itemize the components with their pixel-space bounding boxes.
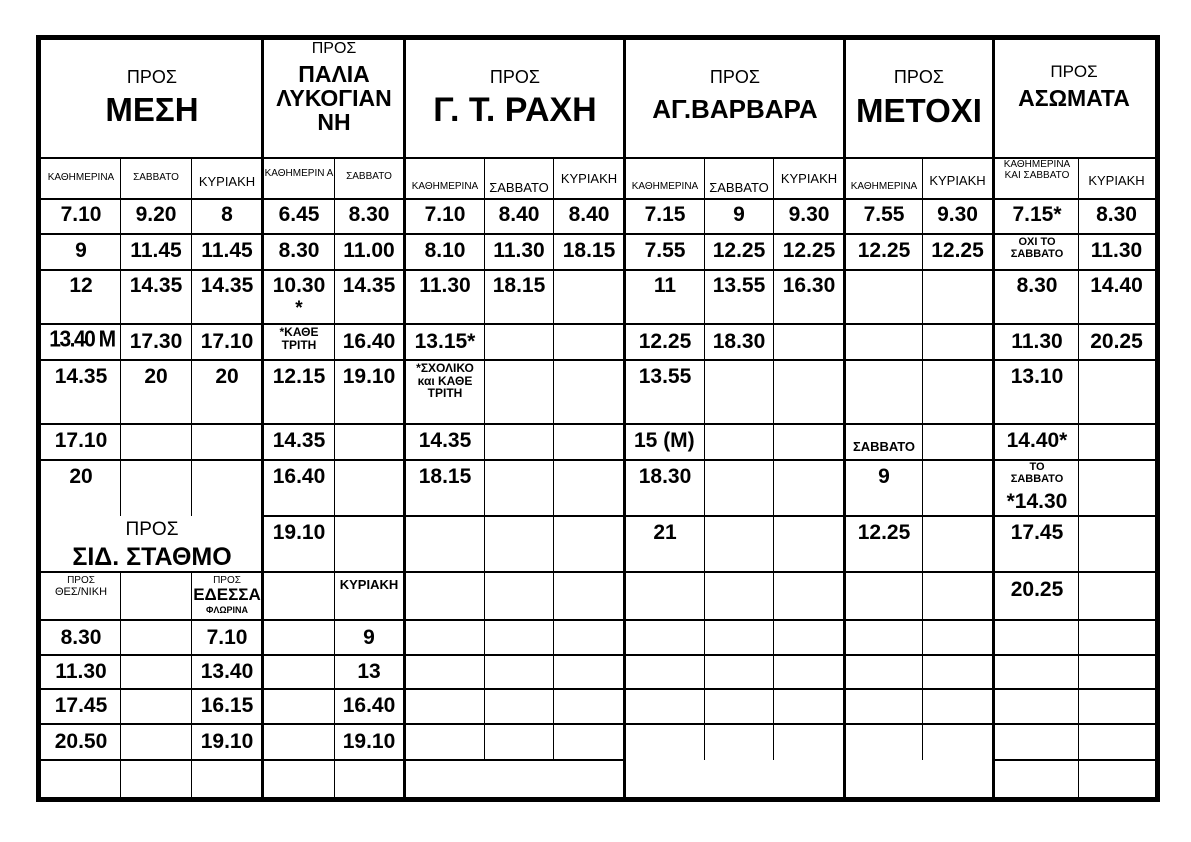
asomata-weekday-time: 17.45 [1010,521,1064,544]
raxi-saturday-header: ΣΑΒΒΑΤΟ [489,180,549,195]
stathmo-destination: ΣΙΔ. ΣΤΑΘΜΟ [72,543,232,571]
stathmo-edessa-time: 13.40 [200,660,254,683]
varvara-weekday-time: 18.30 [638,465,692,488]
palia-weekday-header: ΚΑΘΗΜΕΡΙΝ Α [264,168,334,179]
mesi-pros-label: ΠΡΟΣ [126,67,178,87]
mesi-saturday-time: 11.45 [130,239,182,262]
stathmo-edessa-time: 7.10 [206,626,248,649]
palia-saturday-time: 8.30 [348,203,390,226]
metoxi-weekday-time: 7.55 [863,203,905,226]
stathmo-florina-destination: ΦΛΩΡΙΝΑ [205,605,249,615]
palia-weekday-time: 19.10 [272,521,326,544]
palia-sunday-time: 19.10 [342,730,396,753]
metoxi-saturday-time: 9 [878,465,890,488]
grid-line [38,198,1157,200]
grid-line [992,37,995,799]
varvara-weekday-header: ΚΑΘΗΜΕΡΙΝΑ [631,181,699,192]
stathmo-thes-destination: ΘΕΣ/ΝΙΚΗ [54,586,108,598]
palia-sunday-time: 13 [357,660,381,683]
palia-weekday-time: 12.15 [272,365,326,388]
grid-line [261,37,264,799]
asomata-weekday-time: 14.40* [1006,429,1068,452]
grid-line [38,423,1157,425]
mesi-saturday-time: 14.35 [129,274,183,297]
grid-line [38,723,1157,725]
varvara-weekday-time: 15 (Μ) [634,429,695,452]
grid-line [38,359,1157,361]
stathmo-edessa-time: 19.10 [200,730,254,753]
grid-line [623,37,626,799]
mesi-weekday-header: ΚΑΘΗΜΕΡΙΝΑ [47,172,115,183]
palia-saturday-time: 11.00 [343,239,395,262]
grid-line [1155,35,1160,801]
varvara-sunday-time: 9.30 [788,203,830,226]
stathmo-pros-label: ΠΡΟΣ [125,519,179,540]
metoxi-saturday-time: 12.25 [857,521,911,544]
mesi-weekday-time: 13.40 Μ [49,326,115,353]
palia-weekday-time: 16.40 [272,465,326,488]
raxi-destination: Γ. Τ. ΡΑΧΗ [433,91,597,129]
varvara-pros-label: ΠΡΟΣ [709,67,761,87]
grid-line [843,37,846,799]
raxi-saturday-time: 11.30 [493,239,545,262]
grid-line [38,654,1157,656]
grid-line [38,619,1157,621]
palia-sunday-time: 16.40 [342,694,396,717]
mesi-weekday-time: 17.10 [54,429,108,452]
mesi-sunday-time: 14.35 [200,274,254,297]
raxi-saturday-time: 8.40 [498,203,540,226]
raxi-weekday-time: 14.35 [418,429,472,452]
metoxi-weekday-time: 12.25 [857,239,911,262]
metoxi-sunday-header: ΚΥΡΙΑΚΗ [929,173,986,188]
asomata-weekday-note: ΟΧΙ ΤΟ ΣΑΒΒΑΤΟ [1010,236,1064,260]
grid-line [38,323,1157,325]
grid-line [403,37,406,799]
stathmo-thes-time: 17.45 [54,694,108,717]
metoxi-saturday-header: ΣΑΒΒΑΤΟ [852,439,916,454]
mesi-sunday-time: 11.45 [201,239,253,262]
mesi-weekday-time: 9 [75,239,87,262]
palia-sunday-time: 9 [363,626,375,649]
grid-line [38,688,1157,690]
mesi-sunday-time: 8 [221,203,233,226]
asomata-weekday-header: ΚΑΘΗΜΕΡΙΝΑ ΚΑΙ ΣΑΒΒΑΤΟ [1003,159,1071,181]
metoxi-pros-label: ΠΡΟΣ [893,67,945,87]
palia-saturday-header: ΣΑΒΒΑΤΟ [346,171,392,182]
varvara-weekday-time: 13.55 [638,365,692,388]
asomata-sunday-time: 11.30 [1090,239,1143,262]
asomata-sunday-time: 8.30 [1096,203,1137,226]
asomata-weekday-time: *14.30 [1006,490,1068,513]
stathmo-thes-time: 20.50 [54,730,108,753]
palia-saturday-time: 14.35 [342,274,396,297]
raxi-saturday-time: 18.15 [492,274,546,297]
grid-line [38,233,1157,235]
palia-weekday-time: 6.45 [278,203,320,226]
mesi-saturday-time: 20 [144,365,168,388]
mesi-sunday-time: 20 [215,365,239,388]
mesi-weekday-time: 12 [69,274,93,297]
varvara-destination: ΑΓ.ΒΑΡΒΑΡΑ [652,94,818,124]
palia-saturday-time: 19.10 [342,365,396,388]
raxi-weekday-time: 11.30 [419,274,471,297]
asomata-destination: ΑΣΩΜΑΤΑ [1018,85,1130,111]
varvara-sunday-time: 16.30 [782,274,836,297]
raxi-weekday-time: 7.10 [424,203,466,226]
stathmo-edessa-pros-label: ΠΡΟΣ [213,575,241,586]
varvara-weekday-time: 7.15 [644,203,686,226]
raxi-sunday-time: 8.40 [568,203,610,226]
asomata-weekday-time: 8.30 [1016,274,1058,297]
mesi-weekday-time: 20 [69,465,93,488]
varvara-sunday-time: 12.25 [782,239,836,262]
stathmo-thes-pros-label: ΠΡΟΣ [67,575,95,586]
varvara-sunday-header: ΚΥΡΙΑΚΗ [780,171,838,186]
stathmo-thes-time: 8.30 [60,626,102,649]
raxi-sunday-header: ΚΥΡΙΑΚΗ [560,171,618,186]
asomata-weekday-time: 13.10 [1010,365,1064,388]
palia-weekday-note: *ΚΑΘΕ ΤΡΙΤΗ [279,325,319,352]
palia-saturday-time: 16.40 [342,330,396,353]
mesi-sunday-time: 17.10 [200,330,254,353]
raxi-weekday-header: ΚΑΘΗΜΕΡΙΝΑ [411,181,479,192]
mesi-saturday-header: ΣΑΒΒΑΤΟ [133,172,179,183]
varvara-saturday-time: 9 [733,203,745,226]
asomata-weekday-note: ΤΟ ΣΑΒΒΑΤΟ [1010,461,1064,485]
grid-line [262,515,1157,517]
varvara-saturday-time: 12.25 [712,239,766,262]
palia-weekday-note-mark: * [295,298,303,319]
mesi-destination: ΜΕΣΗ [105,91,199,128]
palia-sunday-header: ΚΥΡΙΑΚΗ [339,577,399,592]
palia-weekday-time: 14.35 [272,429,326,452]
grid-line [38,269,1157,271]
asomata-weekday-time: 20.25 [1010,578,1064,601]
mesi-saturday-time: 17.30 [129,330,183,353]
stathmo-edessa-time: 16.15 [200,694,254,717]
metoxi-destination: ΜΕΤΟΧΙ [856,92,982,129]
varvara-weekday-time: 11 [653,274,677,297]
raxi-weekday-note: *ΣΧΟΛΙΚΟ και ΚΑΘΕ ΤΡΙΤΗ [416,361,474,401]
grid-line [38,759,626,761]
grid-line [38,459,1157,461]
asomata-pros-label: ΠΡΟΣ [1050,62,1098,81]
metoxi-sunday-time: 12.25 [931,239,984,262]
stathmo-edessa-destination: ΕΔΕΣΣΑ [193,585,261,604]
grid-line [120,572,121,799]
mesi-saturday-time: 9.20 [135,203,177,226]
asomata-weekday-time: 11.30 [1011,330,1063,353]
mesi-weekday-time: 14.35 [54,365,108,388]
varvara-saturday-time: 18.30 [712,330,766,353]
raxi-weekday-time: 8.10 [424,239,466,262]
asomata-sunday-time: 14.40 [1090,274,1143,297]
asomata-weekday-time: 7.15* [1012,203,1062,226]
metoxi-weekday-header: ΚΑΘΗΜΕΡΙΝΑ [850,181,918,192]
mesi-weekday-time: 7.10 [60,203,102,226]
raxi-pros-label: ΠΡΟΣ [489,67,541,87]
varvara-weekday-time: 7.55 [644,239,686,262]
varvara-weekday-time: 21 [653,521,677,544]
raxi-sunday-time: 18.15 [562,239,616,262]
varvara-weekday-time: 12.25 [638,330,692,353]
grid-line [36,35,41,801]
grid-line [38,157,1157,159]
metoxi-sunday-time: 9.30 [937,203,978,226]
varvara-saturday-header: ΣΑΒΒΑΤΟ [709,180,769,195]
raxi-weekday-time: 13.15* [414,330,476,353]
palia-weekday-time: 10.30 [272,274,326,297]
mesi-sunday-header: ΚΥΡΙΑΚΗ [198,174,256,189]
varvara-saturday-time: 13.55 [712,274,766,297]
grid-line [994,759,1157,761]
palia-weekday-time: 8.30 [278,239,320,262]
asomata-sunday-header: ΚΥΡΙΑΚΗ [1088,173,1145,188]
asomata-sunday-time: 20.25 [1090,330,1143,353]
palia-destination: ΠΑΛΙΑ ΛΥΚΟΓΙΑΝ ΝΗ [276,61,392,136]
stathmo-thes-time: 11.30 [55,660,107,683]
raxi-weekday-time: 18.15 [418,465,472,488]
grid-line [38,571,1157,573]
palia-pros-label: ΠΡΟΣ [311,40,357,57]
